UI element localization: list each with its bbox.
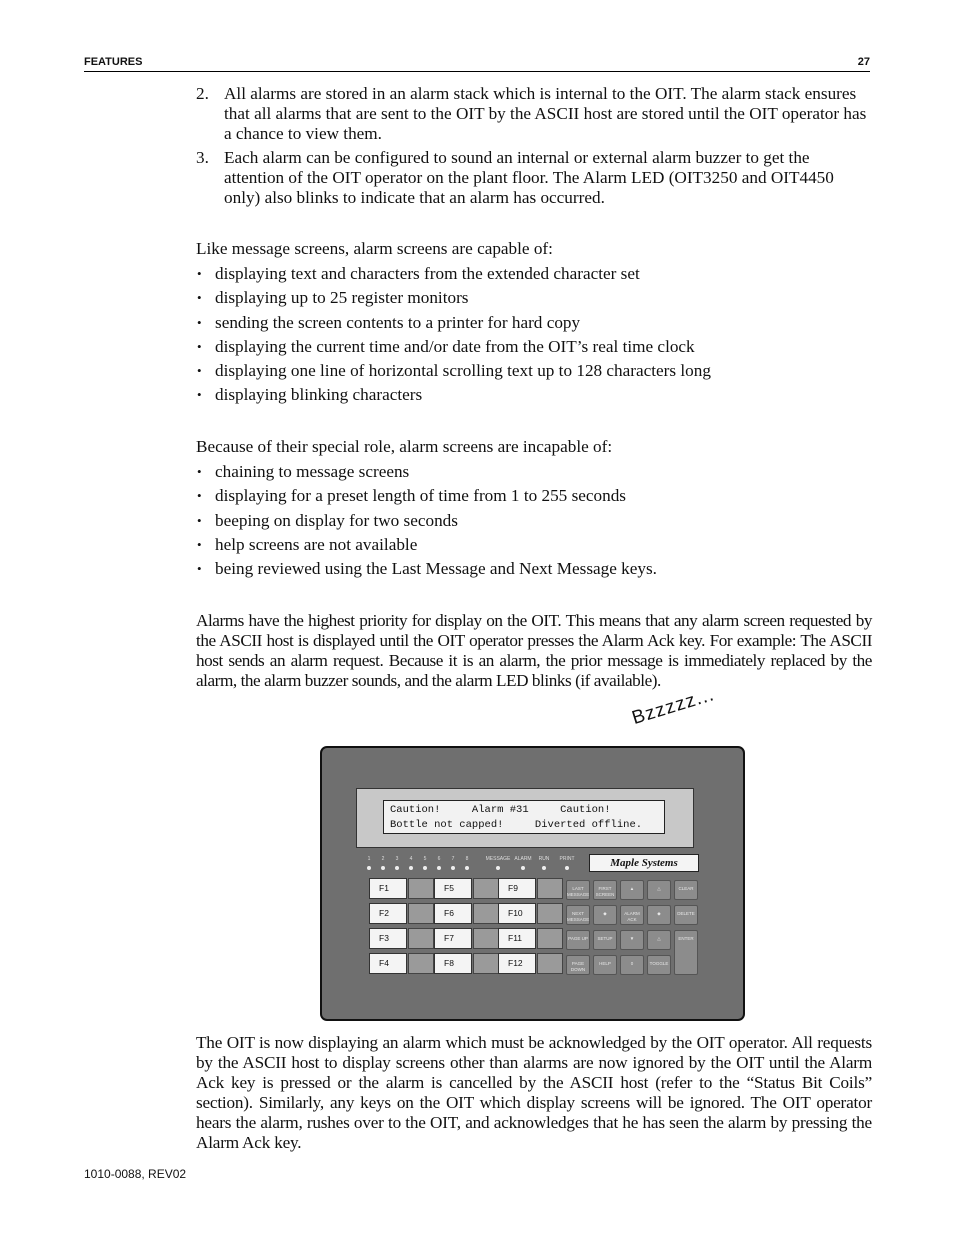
keypad-key: PAGE DOWN: [566, 955, 590, 975]
bullet-item: • being reviewed using the Last Message and Next Message keys.: [197, 559, 657, 579]
incapable-lead: Because of their special role, alarm screens are incapable of:: [196, 437, 613, 456]
f-key: F12: [498, 953, 536, 974]
triangle-key: △: [647, 930, 671, 950]
led: 8: [460, 856, 474, 870]
priority-paragraph: Alarms have the highest priority for display on the OIT. This means that any alarm screen requested by the ASCII host is displayed until the OIT operator presses the Alarm Ack key. For example: The ASCII host sends an alarm request. Because it is an alarm, the prior message is immediately replaced by the alarm, the alarm buzzer sounds, and the alarm LED blinks (if available).: [196, 611, 872, 690]
list-item: 3. Each alarm can be configured to sound an internal or external alarm buzzer to get the attention of the OIT operator on the plant floor. The Alarm LED (OIT3250 and OIT4450 only) also blinks to indicate that an alarm has occurred.: [196, 148, 834, 207]
capable-lead: Like message screens, alarm screens are capable of:: [196, 239, 553, 258]
led: 5: [418, 856, 432, 870]
f-key: F1: [369, 878, 407, 899]
bullet-item: • displaying text and characters from the extended character set: [197, 264, 640, 283]
f-key: F10: [498, 903, 536, 924]
oit-paragraph: The OIT is now displaying an alarm which must be acknowledged by the OIT operator. All requests by the ASCII host to display screens other than alarms are now ignored by the OIT until the Alarm Ack key is pressed or the alarm is cancelled by the ASCII host (refer to the “Status Bit Coils” section). Similarly, any keys on the OIT which display screens will be ignored. The OIT operator hears the alarm, rushes over to the OIT, and acknowledges that he has seen the alarm by pressing the Alarm Ack key.: [196, 1033, 872, 1152]
f-key: F11: [498, 928, 536, 949]
keypad-key: CLEAR: [674, 880, 698, 900]
led: 2: [376, 856, 390, 870]
f-key: F4: [369, 953, 407, 974]
led: MESSAGE: [485, 856, 511, 870]
led: ALARM: [512, 856, 534, 870]
f-key: F2: [369, 903, 407, 924]
maple-systems-logo: Maple Systems: [589, 854, 699, 872]
keypad-key: SETUP: [593, 930, 617, 950]
left-arrow-key: ◆: [593, 905, 617, 925]
led: 7: [446, 856, 460, 870]
bullet-item: • chaining to message screens: [197, 462, 410, 481]
f-key: F8: [434, 953, 472, 974]
f-key: F3: [369, 928, 407, 949]
bullet-item: • sending the screen contents to a printer for hard copy: [197, 312, 581, 332]
keypad-key: NEXT MESSAGE: [566, 905, 590, 925]
triangle-key: △: [647, 880, 671, 900]
bullet-item: • help screens are not available: [197, 534, 418, 554]
f-key: F5: [434, 878, 472, 899]
list-item: 2. All alarms are stored in an alarm stack which is internal to the OIT. The alarm stack ensures that all alarms that are sent to the OIT by the ASCII host are stored until the OIT operator has a chance to view them.: [196, 84, 867, 143]
buzz-text: Bzzzzz...: [629, 684, 718, 730]
led-row: [362, 856, 602, 876]
page-header: [84, 56, 870, 72]
capable-section: [196, 239, 872, 410]
bullet-item: • displaying the current time and/or date from the OIT’s real time clock: [197, 336, 695, 356]
bullet-item: • beeping on display for two seconds: [197, 510, 458, 530]
keypad-key: TOGGLE: [647, 955, 671, 975]
screen-bezel: [356, 788, 694, 848]
led: 4: [404, 856, 418, 870]
led: PRINT: [558, 856, 576, 870]
bullet-item: • displaying for a preset length of time from 1 to 255 seconds: [197, 486, 626, 506]
keypad-key: FIRST SCREEN: [593, 880, 617, 900]
keypad-key: ALARM ACK: [620, 905, 644, 925]
down-arrow-key: ▼: [620, 930, 644, 950]
f-key: F6: [434, 903, 472, 924]
keypad-key: 0: [620, 955, 644, 975]
led: 3: [390, 856, 404, 870]
bullet-item: • displaying one line of horizontal scrolling text up to 128 characters long: [197, 361, 711, 381]
f-key: F9: [498, 878, 536, 899]
incapable-section: [196, 437, 872, 583]
bullet-item: • displaying up to 25 register monitors: [197, 288, 469, 308]
numbered-list: [196, 84, 872, 212]
keypad-key: DELETE: [674, 905, 698, 925]
lcd-display: Caution! Alarm #31 Caution! Bottle not capped! Diverted offline.: [383, 800, 665, 834]
bullet-item: • displaying blinking characters: [197, 385, 423, 405]
oit-panel-figure: [320, 746, 745, 1021]
page-number: 27: [857, 56, 870, 68]
keypad-key: HELP: [593, 955, 617, 975]
led: 1: [362, 856, 376, 870]
right-arrow-key: ◆: [647, 905, 671, 925]
footer-doc-number: 1010-0088, REV02: [84, 1167, 187, 1181]
f-key: F7: [434, 928, 472, 949]
section-title: FEATURES: [84, 56, 143, 68]
keypad-key: ENTER: [674, 930, 698, 975]
led: RUN: [536, 856, 552, 870]
up-arrow-key: ▲: [620, 880, 644, 900]
led: 6: [432, 856, 446, 870]
keypad-key: LAST MESSAGE: [566, 880, 590, 900]
keypad-key: PAGE UP: [566, 930, 590, 950]
